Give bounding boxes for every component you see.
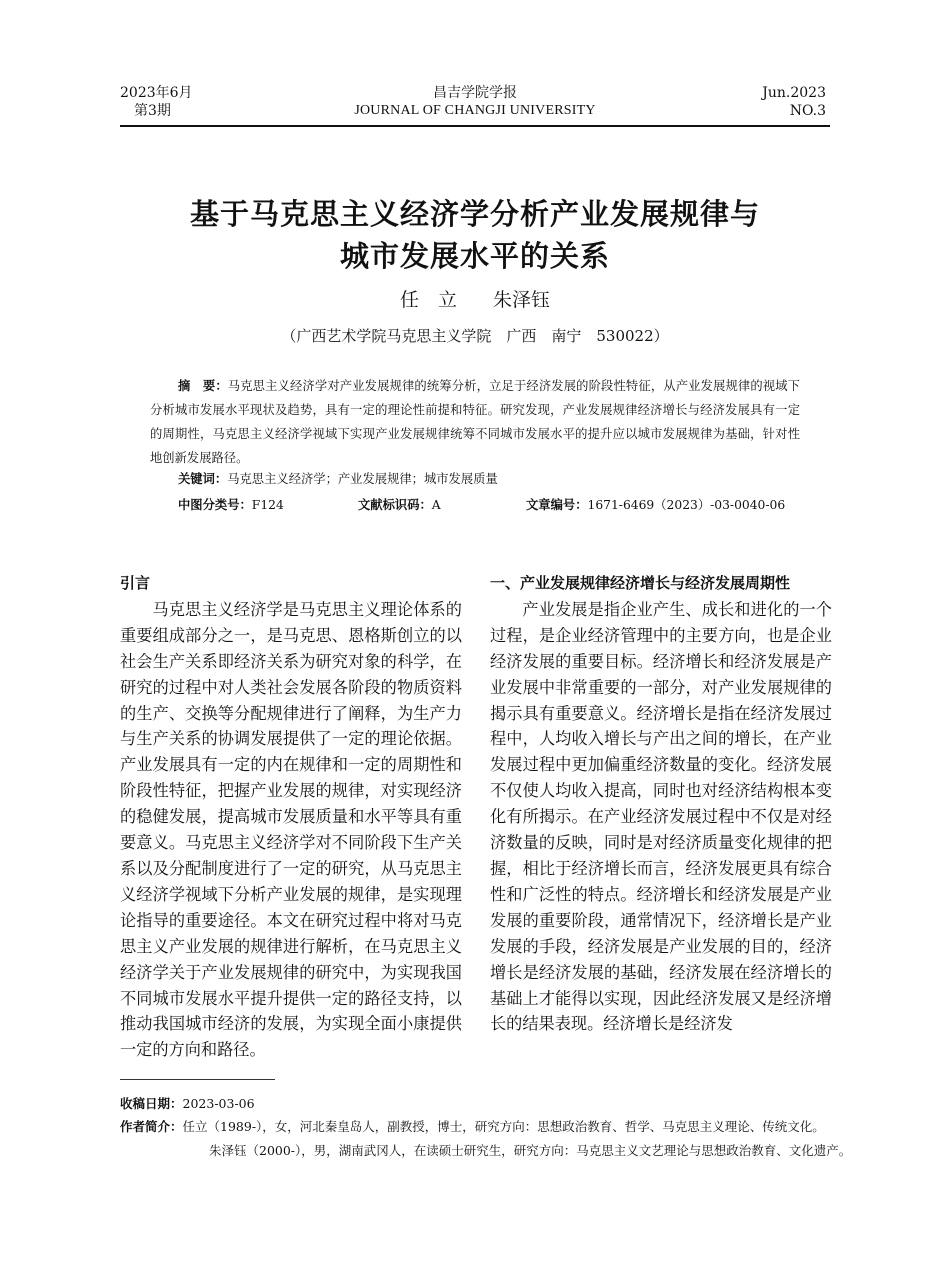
article-no-value: 1671-6469（2023）-03-0040-06: [587, 498, 786, 512]
header-right: [700, 84, 826, 120]
intro-heading: 引言: [120, 574, 151, 592]
abstract-text: 马克思主义经济学对产业发展规律的统筹分析，立足于经济发展的阶段性特征，从产业发展规律的视域下分析城市发展水平现状及趋势，具有一定的理论性前提和特征。研究发现，产业发展规律经济增长与经济发展具有一定的周期性，马克思主义经济学视域下实现产业发展规律统筹不同城市发展水平的提升应以城市发展规律为基础，针对性地创新发展路径。: [150, 379, 800, 465]
affiliation: （广西艺术学院马克思主义学院 广西 南宁 530022）: [281, 327, 669, 345]
section-1-heading: 一、产业发展规律经济增长与经济发展周期性: [490, 574, 791, 592]
journal-name-cn: 昌吉学院学报: [433, 85, 517, 101]
keywords: [150, 468, 828, 490]
footnote-rule: [120, 1079, 275, 1080]
bio-1-text: 任立（1989-），女，河北秦皇岛人，副教授，博士，研究方向：思想政治教育、哲学、马克思主义理论、传统文化。: [182, 1119, 825, 1134]
authors: [120, 287, 830, 313]
classification-row: [150, 494, 800, 516]
body-right-column: [490, 571, 832, 1037]
author-2: 朱泽钰: [493, 289, 551, 311]
doc-code-label: 文献标识码：: [358, 498, 432, 512]
journal-name-en: JOURNAL OF CHANGJI UNIVERSITY: [354, 103, 596, 118]
header-rule: [120, 125, 830, 127]
header-center: [300, 84, 650, 120]
clc-value: F124: [251, 498, 284, 512]
abstract-label: 摘 要：: [178, 379, 228, 393]
body-left-column: [120, 571, 462, 1063]
author-bio-1: [120, 1116, 840, 1137]
received-date: [120, 1093, 840, 1114]
title-line-1: 基于马克思主义经济学分析产业发展规律与: [189, 197, 760, 231]
clc-number: [178, 494, 284, 516]
abstract: [150, 374, 800, 470]
header-date-cn: 2023年6月: [120, 85, 193, 101]
article-number: [526, 494, 785, 516]
keywords-text: 马克思主义经济学；产业发展规律；城市发展质量: [227, 472, 498, 486]
document-code: [358, 494, 441, 516]
received-label: 收稿日期：: [120, 1096, 183, 1111]
doc-code-value: A: [431, 498, 441, 512]
article-no-label: 文章编号：: [526, 498, 588, 512]
intro-paragraph: 马克思主义经济学是马克思主义理论体系的重要组成部分之一，是马克思、恩格斯创立的以社会生产关系即经济关系为研究对象的科学，在研究的过程中对人类社会发展各阶段的物质资料的生产、交换等分配规律进行了阐释，为生产力与生产关系的协调发展提供了一定的理论依据。产业发展具有一定的内在规律和一定的周期性和阶段性特征，把握产业发展的规律，对实现经济的稳健发展，提高城市发展质量和水平等具有重要意义。马克思主义经济学对不同阶段下生产关系以及分配制度进行了一定的研究，从马克思主义经济学视域下分析产业发展的规律，是实现理论指导的重要途径。本文在研究过程中将对马克思主义产业发展的规律进行解析，在马克思主义经济学关于产业发展规律的研究中，为实现我国不同城市发展水平提升提供一定的路径支持，以推动我国城市经济的发展，为实现全面小康提供一定的方向和路径。: [120, 599, 462, 1060]
header-issue-en: NO.3: [789, 103, 826, 119]
article-title: [120, 193, 830, 277]
author-1: 任 立: [399, 289, 457, 311]
section-1-paragraph: 产业发展是指企业产生、成长和进化的一个过程，是企业经济管理中的主要方向，也是企业经济发展的重要目标。经济增长和经济发展是产业发展中非常重要的一部分，对产业发展规律的揭示具有重要意义。经济增长是指在经济发展过程中，人均收入增长与产出之间的增长，在产业发展过程中更加偏重经济数量的变化。经济发展不仅使人均收入提高，同时也对经济结构根本变化有所揭示。在产业经济发展过程中不仅是对经济数量的反映，同时是对经济质量变化规律的把握，相比于经济增长而言，经济发展更具有综合性和广泛性的特点。经济增长和经济发展是产业发展的重要阶段，通常情况下，经济增长是产业发展的手段，经济发展是产业发展的目的，经济增长是经济发展的基础，经济发展在经济增长的基础上才能得以实现，因此经济发展又是经济增长的结果表现。经济增长是经济发: [490, 599, 832, 1034]
author-bio-2: 朱泽钰（2000-），男，湖南武冈人，在读硕士研究生，研究方向：马克思主义文艺理论与思想政治教育、文化遗产。: [209, 1143, 852, 1158]
header-issue-cn: 第3期: [134, 103, 171, 119]
title-line-2: 城市发展水平的关系: [339, 239, 610, 273]
bio-label: 作者简介：: [120, 1119, 183, 1134]
header-date-en: Jun.2023: [762, 85, 826, 101]
header-left: [120, 84, 193, 120]
keywords-label: 关键词：: [178, 472, 228, 486]
received-value: 2023-03-06: [182, 1096, 255, 1111]
clc-label: 中图分类号：: [178, 498, 252, 512]
